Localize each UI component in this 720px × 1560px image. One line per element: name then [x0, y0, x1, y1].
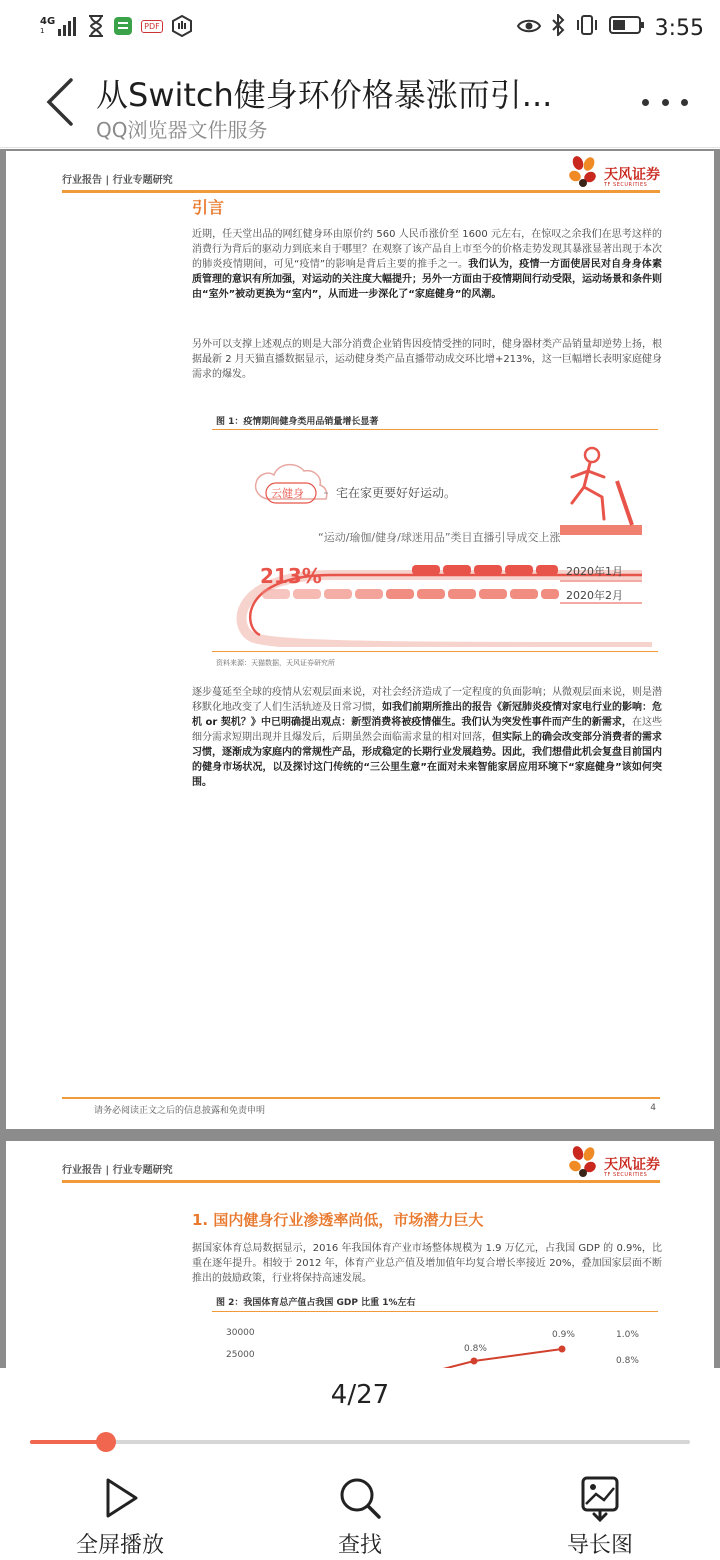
- flower-logo-icon: [566, 154, 600, 188]
- play-icon: [98, 1474, 142, 1522]
- paragraph-3-bold-d: 但实际上的确会改变部分消费者的需求习惯，逐渐成为家庭内的常规性产品，形成稳定的长期行业发展趋势。因此，我们想借此机会复盘目前国内的健身市场状况，以及探讨这门传统的“三公里生意”在面对未来智能家居应用环境下“家庭健身”该如何突围。: [192, 732, 662, 788]
- paragraph-3-text-a: 逐步蔓延至全球的疫情从宏观层面来说，对社会经济造成了一定程度的负面影响；从微观层面来说，则是潜移默化地改变了人们生活轨迹及日常习惯，: [192, 687, 662, 713]
- section-heading-intro: 引言: [192, 198, 225, 217]
- flower-logo-icon: [566, 1144, 600, 1178]
- vibrate-icon: [575, 14, 599, 42]
- find-label: 查找: [337, 1533, 382, 1558]
- figure-2-top-rule: [212, 1311, 658, 1312]
- figure-1-bottom-rule: [212, 651, 658, 652]
- cellular-signal-icon: [40, 14, 79, 38]
- pdf-notification-icon: PDF: [141, 14, 163, 38]
- figure-1-slogan: 宅在家更要好好运动。: [336, 486, 457, 500]
- logo-subtitle: TF SECURITIES: [604, 182, 648, 188]
- search-icon: [336, 1474, 384, 1522]
- eye-comfort-icon: [517, 16, 541, 41]
- hand-icon: [171, 14, 193, 38]
- paragraph-2: 另外可以支撑上述观点的则是大部分消费企业销售因疫情受挫的同时，健身器材类产品销量却逆势上扬，根据最新 2 月天猫直播数据显示，运动健身类产品直播带动成交环比增+213%，这一巨幅增长表明家庭健身需求的爆发。: [192, 339, 662, 380]
- page-header: [62, 1157, 660, 1183]
- network-sub-label: 1: [40, 27, 45, 35]
- document-title: 从Switch健身环价格暴涨而引...: [96, 76, 553, 114]
- long-screenshot-button[interactable]: [520, 1470, 680, 1560]
- chevron-left-icon: [45, 78, 75, 126]
- cloud-fitness-badge: 云健身: [271, 487, 304, 500]
- figure-2-title: 图 2：我国体育总产值占我国 GDP 比重 1%左右: [216, 1298, 416, 1308]
- y-axis-tick-30000: 30000: [226, 1328, 255, 1338]
- tf-securities-logo: [566, 154, 660, 188]
- figure-1-source: 资料来源：天猫数据，天风证券研究所: [216, 659, 335, 667]
- long-screenshot-label: 导长图: [566, 1533, 633, 1558]
- page-slider-progress: [30, 1440, 106, 1444]
- section-heading-1: 1. 国内健身行业渗透率尚低，市场潜力巨大: [192, 1211, 484, 1229]
- paragraph-1: [192, 227, 662, 302]
- figure-1-title: 图 1：疫情期间健身类用品销量增长显著: [216, 417, 379, 427]
- paragraph-3: [192, 685, 662, 790]
- disclaimer-footer: 请务必阅读正文之后的信息披露和免责申明: [94, 1106, 266, 1116]
- status-bar: [0, 0, 720, 56]
- figure-2-chart: [212, 1313, 658, 1368]
- paragraph-1-text: 近期，任天堂出品的网红健身环由原价约 560 人民币涨价至 1600 元左右，在惊叹之余我们在思考这样的消费行为背后的驱动力到底来自于哪里？在观察了该产品自上市至今的价格走势发现其暴涨显著出现于本次的肺炎疫情期间，可见“疫情”的影响是背后主要的推手之一。: [192, 229, 662, 270]
- page-header: [62, 167, 660, 193]
- page-slider-thumb[interactable]: [96, 1432, 116, 1452]
- pdf-page: [6, 1141, 714, 1368]
- figure-1-caption: “运动/瑜伽/健身/球迷用品”类目直播引导成交上涨: [318, 531, 561, 544]
- report-category: 行业报告 | 行业专题研究: [62, 175, 173, 186]
- feb-2020-label: 2020年2月: [566, 589, 623, 602]
- figure-1-top-rule: [212, 429, 658, 430]
- y2-axis-tick-0.8: 0.8%: [616, 1356, 639, 1366]
- page-indicator: 4/27: [330, 1380, 390, 1410]
- section-1-paragraph: 据国家体育总局数据显示，2016 年我国体育产业市场整体规模为 1.9 万亿元，占我国 GDP 的 0.9%，比重在逐年提升。相较于 2012 年，体育产业总产值及增加值年均复合增长率接近 20%，叠加国家层面不断推出的鼓励政策，行业将保持高速发展。: [192, 1243, 662, 1284]
- hourglass-icon: [87, 14, 105, 38]
- app-notification-icon: [113, 14, 133, 38]
- paragraph-3-bold-b: 如我们前期所推出的报告《新冠肺炎疫情对家电行业的影响：危机 or 契机？》中已明确提出观点：新型消费将被疫情催生。我们认为突发性事件而产生的新需求，: [192, 702, 662, 728]
- page-footer-rule: [62, 1097, 660, 1099]
- clock-time: 3:55: [654, 15, 704, 41]
- jan-2020-label: 2020年1月: [566, 565, 623, 578]
- growth-percent: 213%: [260, 564, 322, 588]
- battery-icon: [609, 15, 645, 41]
- bottom-toolbar: [0, 1470, 720, 1560]
- tf-securities-logo: [566, 1144, 660, 1178]
- y-axis-tick-25000: 25000: [226, 1350, 255, 1360]
- logo-name: 天风证券: [604, 1157, 660, 1173]
- document-viewport[interactable]: [0, 149, 720, 1368]
- network-type-label: 4G: [40, 16, 56, 27]
- y2-axis-tick-1.0: 1.0%: [616, 1330, 639, 1340]
- document-source: QQ浏览器文件服务: [96, 118, 268, 142]
- figure-1-infographic: [212, 441, 658, 647]
- report-category: 行业报告 | 行业专题研究: [62, 1165, 173, 1176]
- ratio-label: 0.8%: [464, 1344, 487, 1354]
- ratio-label: 0.9%: [552, 1330, 575, 1340]
- app-header: [0, 56, 720, 148]
- fullscreen-play-label: 全屏播放: [75, 1533, 164, 1558]
- page-slider[interactable]: [30, 1440, 690, 1444]
- pdf-page: [6, 151, 714, 1129]
- find-button[interactable]: [280, 1470, 440, 1560]
- long-image-icon: [576, 1474, 624, 1522]
- fullscreen-play-button[interactable]: [40, 1470, 200, 1560]
- back-button[interactable]: [38, 76, 82, 128]
- more-options-button[interactable]: [642, 92, 688, 112]
- logo-name: 天风证券: [604, 167, 660, 183]
- paragraph-1-bold: 我们认为，疫情一方面使居民对自身身体素质管理的意识有所加强，对运动的关注度大幅提升；另外一方面由于疫情期间行动受限，运动场景和条件则由“室外”被动更换为“室内”，从而进一步深化了“家庭健身”的风潮。: [192, 259, 663, 300]
- logo-subtitle: TF SECURITIES: [604, 1172, 648, 1178]
- page-number: 4: [650, 1103, 656, 1113]
- bluetooth-icon: [551, 14, 565, 42]
- paragraph-3-text-c: 在这些细分需求短期出现并且爆发后，后期虽然会面临需求量的相对回落，: [192, 717, 663, 743]
